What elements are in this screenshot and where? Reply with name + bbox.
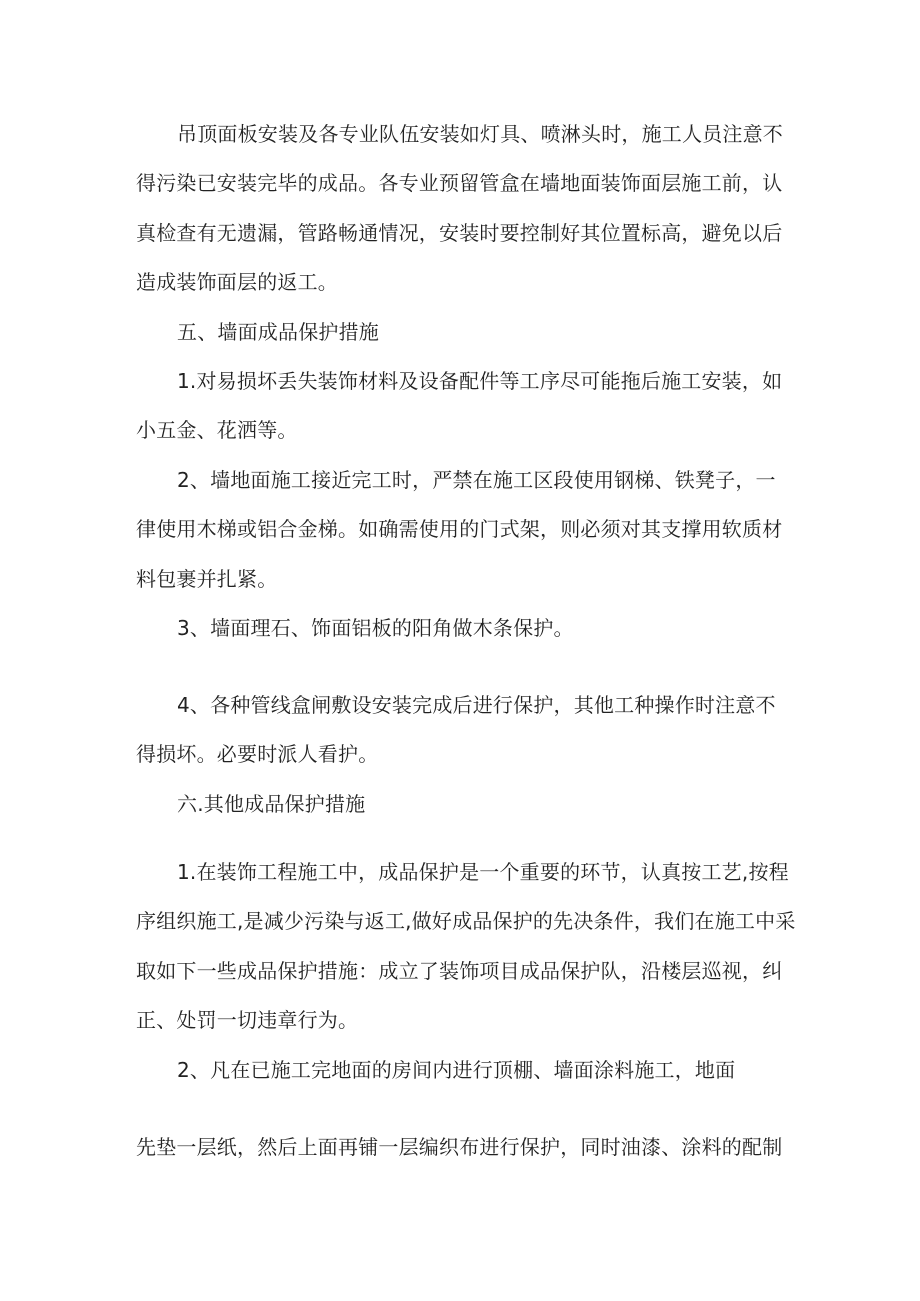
paragraph-line: 得损坏。必要时派人看护。 xyxy=(136,742,379,766)
paragraph-line: 造成装饰面层的返工。 xyxy=(136,270,338,294)
section-heading: 五、墙面成品保护措施 xyxy=(177,320,379,344)
paragraph-line: 料包裹并扎紧。 xyxy=(136,567,278,591)
section-heading: 六.其他成品保护措施 xyxy=(177,792,366,816)
paragraph-line: 4、各种管线盒闸敷设安装完成后进行保护，其他工种操作时注意不 xyxy=(177,693,776,717)
paragraph-line: 真检查有无遗漏，管路畅通情况，安装时要控制好其位置标高，避免以后 xyxy=(136,221,783,245)
paragraph-line: 1.在装饰工程施工中，成品保护是一个重要的环节，认真按工艺,按程 xyxy=(177,860,789,884)
paragraph-line: 3、墙面理石、饰面铝板的阳角做木条保护。 xyxy=(177,616,574,640)
paragraph-line: 1.对易损坏丢失装饰材料及设备配件等工序尽可能拖后施工安装，如 xyxy=(177,369,783,393)
paragraph-line: 律使用木梯或铝合金梯。如确需使用的门式架，则必须对其支撑用软质材 xyxy=(136,517,783,541)
paragraph-line: 先垫一层纸，然后上面再铺一层编织布进行保护，同时油漆、涂料的配制 xyxy=(136,1135,783,1159)
paragraph-line: 得污染已安装完毕的成品。各专业预留管盒在墙地面装饰面层施工前，认 xyxy=(136,171,783,195)
paragraph-line: 吊顶面板安装及各专业队伍安装如灯具、喷淋头时，施工人员注意不 xyxy=(177,122,783,146)
paragraph-line: 2、墙地面施工接近完工时，严禁在施工区段使用钢梯、铁凳子，一 xyxy=(177,468,776,492)
paragraph-line: 序组织施工,是减少污染与返工,做好成品保护的先决条件，我们在施工中采 xyxy=(136,909,796,933)
paragraph-line: 小五金、花洒等。 xyxy=(136,418,298,442)
paragraph-line: 取如下一些成品保护措施：成立了装饰项目成品保护队，沿楼层巡视，纠 xyxy=(136,959,783,983)
paragraph-line: 2、凡在已施工完地面的房间内进行顶棚、墙面涂料施工，地面 xyxy=(177,1058,736,1082)
paragraph-line: 正、处罚一切违章行为。 xyxy=(136,1008,359,1032)
